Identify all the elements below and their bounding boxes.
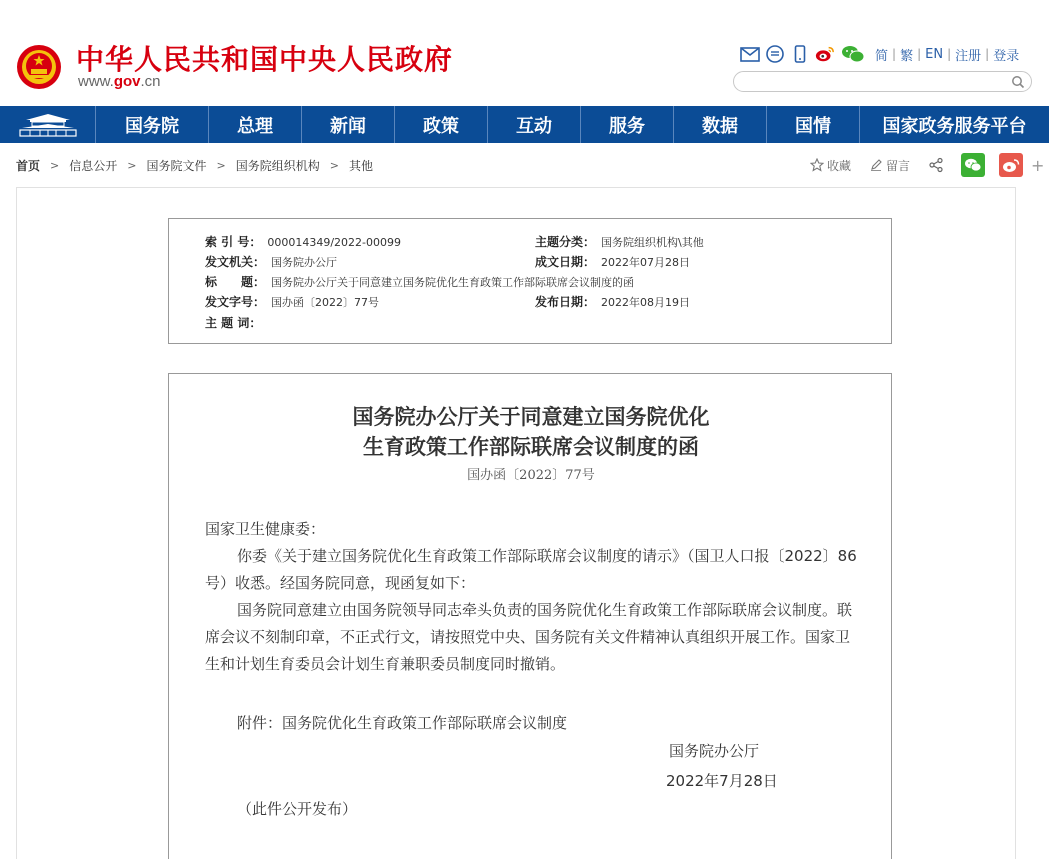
main-nav xyxy=(0,106,1049,143)
meta-created-value: 2022年07月28日 xyxy=(601,256,691,269)
document-publish-note: （此件公开发布） xyxy=(237,800,358,818)
comment-label: 留言 xyxy=(886,158,911,173)
document-title xyxy=(169,402,893,462)
document-paragraph-1: 你委《关于建立国务院优化生育政策工作部际联席会议制度的请示》（国卫人口报〔2022〕86号）收悉。经国务院同意，现函复如下： xyxy=(205,547,857,592)
mobile-icon[interactable] xyxy=(790,45,810,63)
document-title-line2: 生育政策工作部际联席会议制度的函 xyxy=(363,434,699,459)
meta-keywords-row xyxy=(205,314,267,331)
breadcrumb-home[interactable]: 首页 xyxy=(16,159,41,173)
share-icon xyxy=(928,157,944,173)
login-link[interactable]: 登录 xyxy=(993,48,1020,64)
search-box xyxy=(733,71,1032,92)
document-attachment[interactable]: 附件：国务院优化生育政策工作部际联席会议制度 xyxy=(237,714,568,732)
nav-item-policy[interactable]: 政策 xyxy=(395,106,488,143)
tiananmen-logo-icon[interactable] xyxy=(0,106,96,143)
document-number: 国办函〔2022〕77号 xyxy=(467,468,595,483)
nav-item-news[interactable]: 新闻 xyxy=(302,106,395,143)
nav-item-services[interactable]: 服务 xyxy=(581,106,674,143)
meta-issuer-value: 国务院办公厅 xyxy=(271,256,338,269)
meta-keywords-label: 主 题 词： xyxy=(205,316,262,330)
search-input[interactable] xyxy=(746,74,1006,90)
breadcrumb xyxy=(16,157,373,174)
meta-issuer-row xyxy=(205,253,337,270)
meta-published-label: 发布日期： xyxy=(535,295,596,309)
national-emblem-icon[interactable] xyxy=(16,44,62,90)
share-button[interactable] xyxy=(928,157,947,173)
register-link[interactable]: 注册 xyxy=(955,48,982,64)
meta-index-value: 000014349/2022-00099 xyxy=(267,236,402,249)
meta-index-row xyxy=(205,233,401,250)
meta-topic-row xyxy=(535,233,704,250)
weibo-icon xyxy=(1002,158,1020,173)
meta-title-value: 国务院办公厅关于同意建立国务院优化生育政策工作部际联席会议制度的函 xyxy=(271,276,635,289)
url-prefix: www. xyxy=(78,73,114,90)
meta-topic-label: 主题分类： xyxy=(535,235,596,249)
meta-issuer-label: 发文机关： xyxy=(205,255,266,269)
tool-separator: | xyxy=(917,47,922,61)
favorite-button[interactable] xyxy=(810,157,851,174)
document-sign-date: 2022年7月28日 xyxy=(666,772,778,790)
document-metadata xyxy=(168,218,892,344)
breadcrumb-separator: > xyxy=(50,159,60,172)
tool-separator: | xyxy=(947,47,952,61)
breadcrumb-separator: > xyxy=(329,159,339,172)
breadcrumb-info-disclosure[interactable]: 信息公开 xyxy=(69,159,118,173)
url-suffix: .cn xyxy=(140,73,161,90)
mail-icon[interactable] xyxy=(740,45,760,63)
header-tools xyxy=(740,44,1023,64)
breadcrumb-other[interactable]: 其他 xyxy=(348,159,373,173)
meta-docno-row xyxy=(205,293,379,310)
nav-item-interaction[interactable]: 互动 xyxy=(488,106,581,143)
wechat-share-button[interactable] xyxy=(961,153,985,177)
document-title-line1: 国务院办公厅关于同意建立国务院优化 xyxy=(352,404,710,429)
document-signer: 国务院办公厅 xyxy=(669,742,760,760)
search-icon[interactable] xyxy=(1011,75,1025,89)
nav-item-national-info[interactable]: 国情 xyxy=(767,106,860,143)
meta-docno-value: 国办函〔2022〕77号 xyxy=(271,296,380,309)
favorite-label: 收藏 xyxy=(827,158,852,173)
site-url[interactable] xyxy=(78,73,161,90)
english-link[interactable]: EN xyxy=(925,46,944,62)
tool-separator: | xyxy=(892,47,897,61)
message-icon[interactable] xyxy=(765,45,785,63)
simplified-link[interactable]: 简 xyxy=(875,48,889,64)
traditional-link[interactable]: 繁 xyxy=(900,48,914,64)
breadcrumb-organization[interactable]: 国务院组织机构 xyxy=(235,159,320,173)
tool-separator: | xyxy=(985,47,990,61)
weibo-icon[interactable] xyxy=(815,45,835,63)
wechat-icon xyxy=(964,158,982,172)
meta-published-row xyxy=(535,293,690,310)
meta-title-row xyxy=(205,273,634,290)
wechat-icon[interactable] xyxy=(840,45,866,63)
meta-title-label: 标 题： xyxy=(205,275,266,289)
more-share-button[interactable]: + xyxy=(1031,155,1045,175)
pencil-icon xyxy=(869,158,883,172)
document-paragraph-2: 国务院同意建立由国务院领导同志牵头负责的国务院优化生育政策工作部际联席会议制度。联席会议不刻制印章，不正式行文，请按照党中央、国务院有关文件精神认真组织开展工作。国家卫生和计划生育委员会计划生育兼职委员制度同时撤销。 xyxy=(205,601,853,673)
document-salutation: 国家卫生健康委： xyxy=(205,520,326,538)
share-bar xyxy=(810,152,1044,178)
breadcrumb-state-council-docs[interactable]: 国务院文件 xyxy=(146,159,207,173)
meta-published-value: 2022年08月19日 xyxy=(601,296,691,309)
comment-button[interactable] xyxy=(869,157,910,174)
meta-topic-value: 国务院组织机构\其他 xyxy=(601,236,704,249)
url-gov: gov xyxy=(113,73,141,90)
meta-index-label: 索 引 号： xyxy=(205,235,262,249)
document-body xyxy=(168,373,892,859)
meta-docno-label: 发文字号： xyxy=(205,295,266,309)
breadcrumb-separator: > xyxy=(127,159,137,172)
nav-item-data[interactable]: 数据 xyxy=(674,106,767,143)
site-header xyxy=(0,0,1049,106)
star-icon xyxy=(810,158,824,172)
breadcrumb-separator: > xyxy=(216,159,226,172)
nav-item-premier[interactable]: 总理 xyxy=(209,106,302,143)
meta-created-label: 成文日期： xyxy=(535,255,596,269)
meta-created-row xyxy=(535,253,690,270)
document-text xyxy=(205,516,861,678)
site-title[interactable]: 中华人民共和国中央人民政府 xyxy=(76,43,454,76)
nav-item-gov-service-platform[interactable]: 国家政务服务平台 xyxy=(882,115,1027,137)
weibo-share-button[interactable] xyxy=(999,153,1023,177)
nav-item-state-council[interactable]: 国务院 xyxy=(96,106,209,143)
